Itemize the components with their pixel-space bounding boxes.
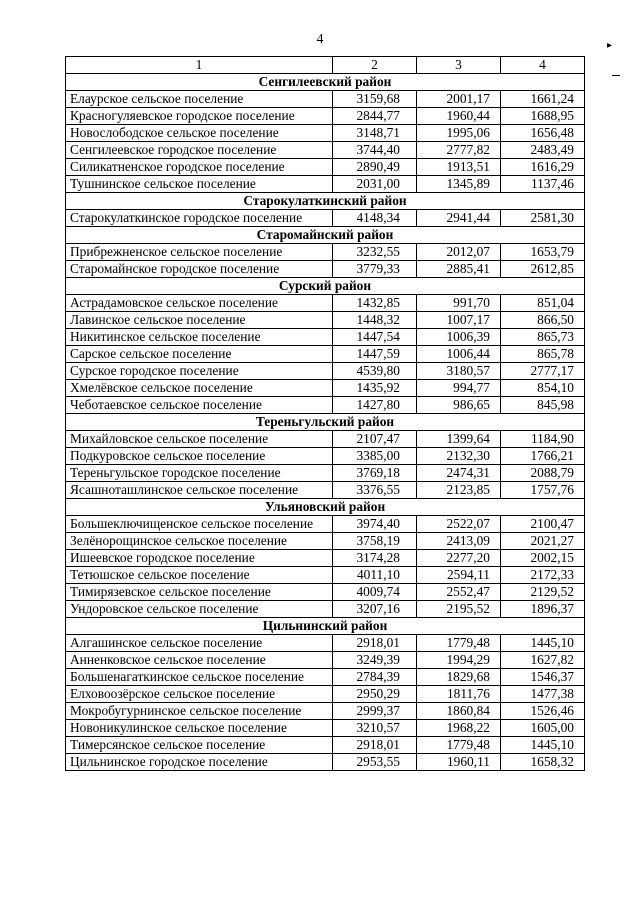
table-row [66,176,585,193]
settlement-name-cell: Анненковское сельское поселение [66,652,333,669]
settlement-name-cell: Тетюшское сельское поселение [66,567,333,584]
settlement-name-cell: Новоникулинское сельское поселение [66,720,333,737]
column-header-1: 1 [66,57,333,74]
district-header-row [66,193,585,210]
value-col2-cell: 2844,77 [333,108,417,125]
table-row [66,380,585,397]
settlement-name-cell: Елаурское сельское поселение [66,91,333,108]
district-name: Сенгилеевский район [66,74,585,91]
value-col2-cell: 2918,01 [333,737,417,754]
value-col2-cell: 2107,47 [333,431,417,448]
value-col4-cell: 1627,82 [501,652,585,669]
settlement-name-cell: Большеключищенское сельское поселение [66,516,333,533]
value-col2-cell: 2950,29 [333,686,417,703]
settlement-name-cell: Прибрежненское сельское поселение [66,244,333,261]
value-col2-cell: 3207,16 [333,601,417,618]
settlement-name-cell: Ундоровское сельское поселение [66,601,333,618]
settlement-name-cell: Ишеевское городское поселение [66,550,333,567]
value-col2-cell: 4539,80 [333,363,417,380]
value-col4-cell: 2021,27 [501,533,585,550]
value-col4-cell: 1477,38 [501,686,585,703]
value-col2-cell: 1447,59 [333,346,417,363]
table-row [66,754,585,771]
value-col2-cell: 3744,40 [333,142,417,159]
table-row [66,108,585,125]
settlement-name-cell: Сарское сельское поселение [66,346,333,363]
settlement-name-cell: Тушнинское сельское поселение [66,176,333,193]
value-col3-cell: 1968,22 [417,720,501,737]
table-row [66,142,585,159]
table-row [66,669,585,686]
value-col2-cell: 3210,57 [333,720,417,737]
district-name: Сурский район [66,278,585,295]
value-col4-cell: 865,73 [501,329,585,346]
scan-edge-mark [612,75,620,76]
value-col3-cell: 1779,48 [417,635,501,652]
value-col4-cell: 2088,79 [501,465,585,482]
value-col2-cell: 1435,92 [333,380,417,397]
value-col2-cell: 3769,18 [333,465,417,482]
value-col3-cell: 1829,68 [417,669,501,686]
value-col4-cell: 1757,76 [501,482,585,499]
value-col3-cell: 1345,89 [417,176,501,193]
table-row [66,635,585,652]
district-header-row [66,278,585,295]
table-row [66,737,585,754]
table-row [66,584,585,601]
settlement-name-cell: Подкуровское сельское поселение [66,448,333,465]
table-row [66,431,585,448]
value-col2-cell: 4009,74 [333,584,417,601]
value-col3-cell: 994,77 [417,380,501,397]
value-col2-cell: 3174,28 [333,550,417,567]
value-col4-cell: 2002,15 [501,550,585,567]
value-col2-cell: 1447,54 [333,329,417,346]
value-col4-cell: 1688,95 [501,108,585,125]
value-col4-cell: 1896,37 [501,601,585,618]
value-col4-cell: 1445,10 [501,635,585,652]
table-row [66,703,585,720]
table-row [66,125,585,142]
value-col4-cell: 2100,47 [501,516,585,533]
value-col2-cell: 2953,55 [333,754,417,771]
value-col2-cell: 3758,19 [333,533,417,550]
table-row [66,720,585,737]
table-row [66,312,585,329]
settlement-name-cell: Елховоозёрское сельское поселение [66,686,333,703]
value-col2-cell: 4148,34 [333,210,417,227]
settlement-name-cell: Михайловское сельское поселение [66,431,333,448]
value-col4-cell: 1653,79 [501,244,585,261]
value-col4-cell: 845,98 [501,397,585,414]
value-col3-cell: 2413,09 [417,533,501,550]
value-col3-cell: 1860,84 [417,703,501,720]
table-row [66,448,585,465]
value-col3-cell: 991,70 [417,295,501,312]
table-row [66,686,585,703]
settlement-name-cell: Старокулаткинское городское поселение [66,210,333,227]
district-name: Тереньгульский район [66,414,585,431]
value-col4-cell: 1661,24 [501,91,585,108]
table-row [66,261,585,278]
value-col3-cell: 1399,64 [417,431,501,448]
table-row [66,329,585,346]
settlement-name-cell: Старомайнское городское поселение [66,261,333,278]
value-col2-cell: 4011,10 [333,567,417,584]
table-row [66,91,585,108]
settlement-name-cell: Сурское городское поселение [66,363,333,380]
value-col4-cell: 1137,46 [501,176,585,193]
value-col4-cell: 2129,52 [501,584,585,601]
settlement-name-cell: Мокробугурнинское сельское поселение [66,703,333,720]
district-name: Старомайнский район [66,227,585,244]
settlement-name-cell: Тереньгульское городское поселение [66,465,333,482]
table-row [66,567,585,584]
value-col2-cell: 3159,68 [333,91,417,108]
value-col4-cell: 1605,00 [501,720,585,737]
table-row [66,363,585,380]
table-body [66,57,585,771]
value-col3-cell: 2941,44 [417,210,501,227]
value-col4-cell: 851,04 [501,295,585,312]
value-col2-cell: 1448,32 [333,312,417,329]
value-col4-cell: 1656,48 [501,125,585,142]
settlement-name-cell: Сенгилеевское городское поселение [66,142,333,159]
value-col2-cell: 3376,55 [333,482,417,499]
column-header-2: 2 [333,57,417,74]
value-col2-cell: 3249,39 [333,652,417,669]
value-col3-cell: 1994,29 [417,652,501,669]
settlement-name-cell: Алгашинское сельское поселение [66,635,333,652]
value-col3-cell: 1779,48 [417,737,501,754]
value-col3-cell: 1995,06 [417,125,501,142]
table-row [66,210,585,227]
district-name: Цильнинский район [66,618,585,635]
value-col2-cell: 3385,00 [333,448,417,465]
value-col2-cell: 1427,80 [333,397,417,414]
table-row [66,295,585,312]
settlement-name-cell: Хмелёвское сельское поселение [66,380,333,397]
table-row [66,159,585,176]
table-row [66,652,585,669]
value-col4-cell: 2483,49 [501,142,585,159]
value-col3-cell: 2777,82 [417,142,501,159]
value-col2-cell: 1432,85 [333,295,417,312]
district-header-row [66,618,585,635]
table-row [66,244,585,261]
value-col2-cell: 2784,39 [333,669,417,686]
value-col3-cell: 2012,07 [417,244,501,261]
value-col3-cell: 2123,85 [417,482,501,499]
value-col4-cell: 866,50 [501,312,585,329]
value-col3-cell: 1960,44 [417,108,501,125]
table-row [66,550,585,567]
budget-table [65,56,585,771]
value-col3-cell: 2474,31 [417,465,501,482]
settlement-name-cell: Астрадамовское сельское поселение [66,295,333,312]
value-col2-cell: 3148,71 [333,125,417,142]
table-row [66,601,585,618]
value-col2-cell: 2918,01 [333,635,417,652]
value-col3-cell: 2885,41 [417,261,501,278]
settlement-name-cell: Зелёнорощинское сельское поселение [66,533,333,550]
value-col3-cell: 2522,07 [417,516,501,533]
value-col2-cell: 3974,40 [333,516,417,533]
value-col4-cell: 1766,21 [501,448,585,465]
district-header-row [66,414,585,431]
value-col4-cell: 2172,33 [501,567,585,584]
district-name: Старокулаткинский район [66,193,585,210]
settlement-name-cell: Тимирязевское сельское поселение [66,584,333,601]
table-row [66,516,585,533]
settlement-name-cell: Цильнинское городское поселение [66,754,333,771]
value-col3-cell: 986,65 [417,397,501,414]
value-col3-cell: 2552,47 [417,584,501,601]
value-col3-cell: 1006,44 [417,346,501,363]
table-row [66,397,585,414]
settlement-name-cell: Никитинское сельское поселение [66,329,333,346]
table-row [66,533,585,550]
value-col3-cell: 1007,17 [417,312,501,329]
settlement-name-cell: Тимерсянское сельское поселение [66,737,333,754]
district-header-row [66,227,585,244]
settlement-name-cell: Чеботаевское сельское поселение [66,397,333,414]
scan-mark: ▸ [607,40,613,51]
value-col4-cell: 2777,17 [501,363,585,380]
settlement-name-cell: Большенагаткинское сельское поселение [66,669,333,686]
value-col2-cell: 2999,37 [333,703,417,720]
value-col4-cell: 1616,29 [501,159,585,176]
value-col2-cell: 2031,00 [333,176,417,193]
value-col3-cell: 2594,11 [417,567,501,584]
table-row [66,482,585,499]
district-header-row [66,499,585,516]
value-col3-cell: 2277,20 [417,550,501,567]
value-col4-cell: 865,78 [501,346,585,363]
value-col3-cell: 1960,11 [417,754,501,771]
column-header-3: 3 [417,57,501,74]
value-col4-cell: 2581,30 [501,210,585,227]
value-col4-cell: 854,10 [501,380,585,397]
value-col2-cell: 3232,55 [333,244,417,261]
value-col4-cell: 1184,90 [501,431,585,448]
value-col3-cell: 3180,57 [417,363,501,380]
page-number: 4 [316,32,324,47]
settlement-name-cell: Ясашноташлинское сельское поселение [66,482,333,499]
value-col4-cell: 1526,46 [501,703,585,720]
value-col4-cell: 1546,37 [501,669,585,686]
value-col2-cell: 2890,49 [333,159,417,176]
value-col3-cell: 2001,17 [417,91,501,108]
settlement-name-cell: Красногуляевское городское поселение [66,108,333,125]
district-name: Ульяновский район [66,499,585,516]
column-header-4: 4 [501,57,585,74]
value-col3-cell: 2195,52 [417,601,501,618]
district-header-row [66,74,585,91]
value-col3-cell: 1811,76 [417,686,501,703]
settlement-name-cell: Новослободское сельское поселение [66,125,333,142]
table-row [66,465,585,482]
value-col4-cell: 1445,10 [501,737,585,754]
value-col2-cell: 3779,33 [333,261,417,278]
value-col3-cell: 2132,30 [417,448,501,465]
value-col4-cell: 2612,85 [501,261,585,278]
settlement-name-cell: Лавинское сельское поселение [66,312,333,329]
table-row [66,346,585,363]
value-col3-cell: 1913,51 [417,159,501,176]
settlement-name-cell: Силикатненское городское поселение [66,159,333,176]
value-col4-cell: 1658,32 [501,754,585,771]
table-header-row [66,57,585,74]
value-col3-cell: 1006,39 [417,329,501,346]
